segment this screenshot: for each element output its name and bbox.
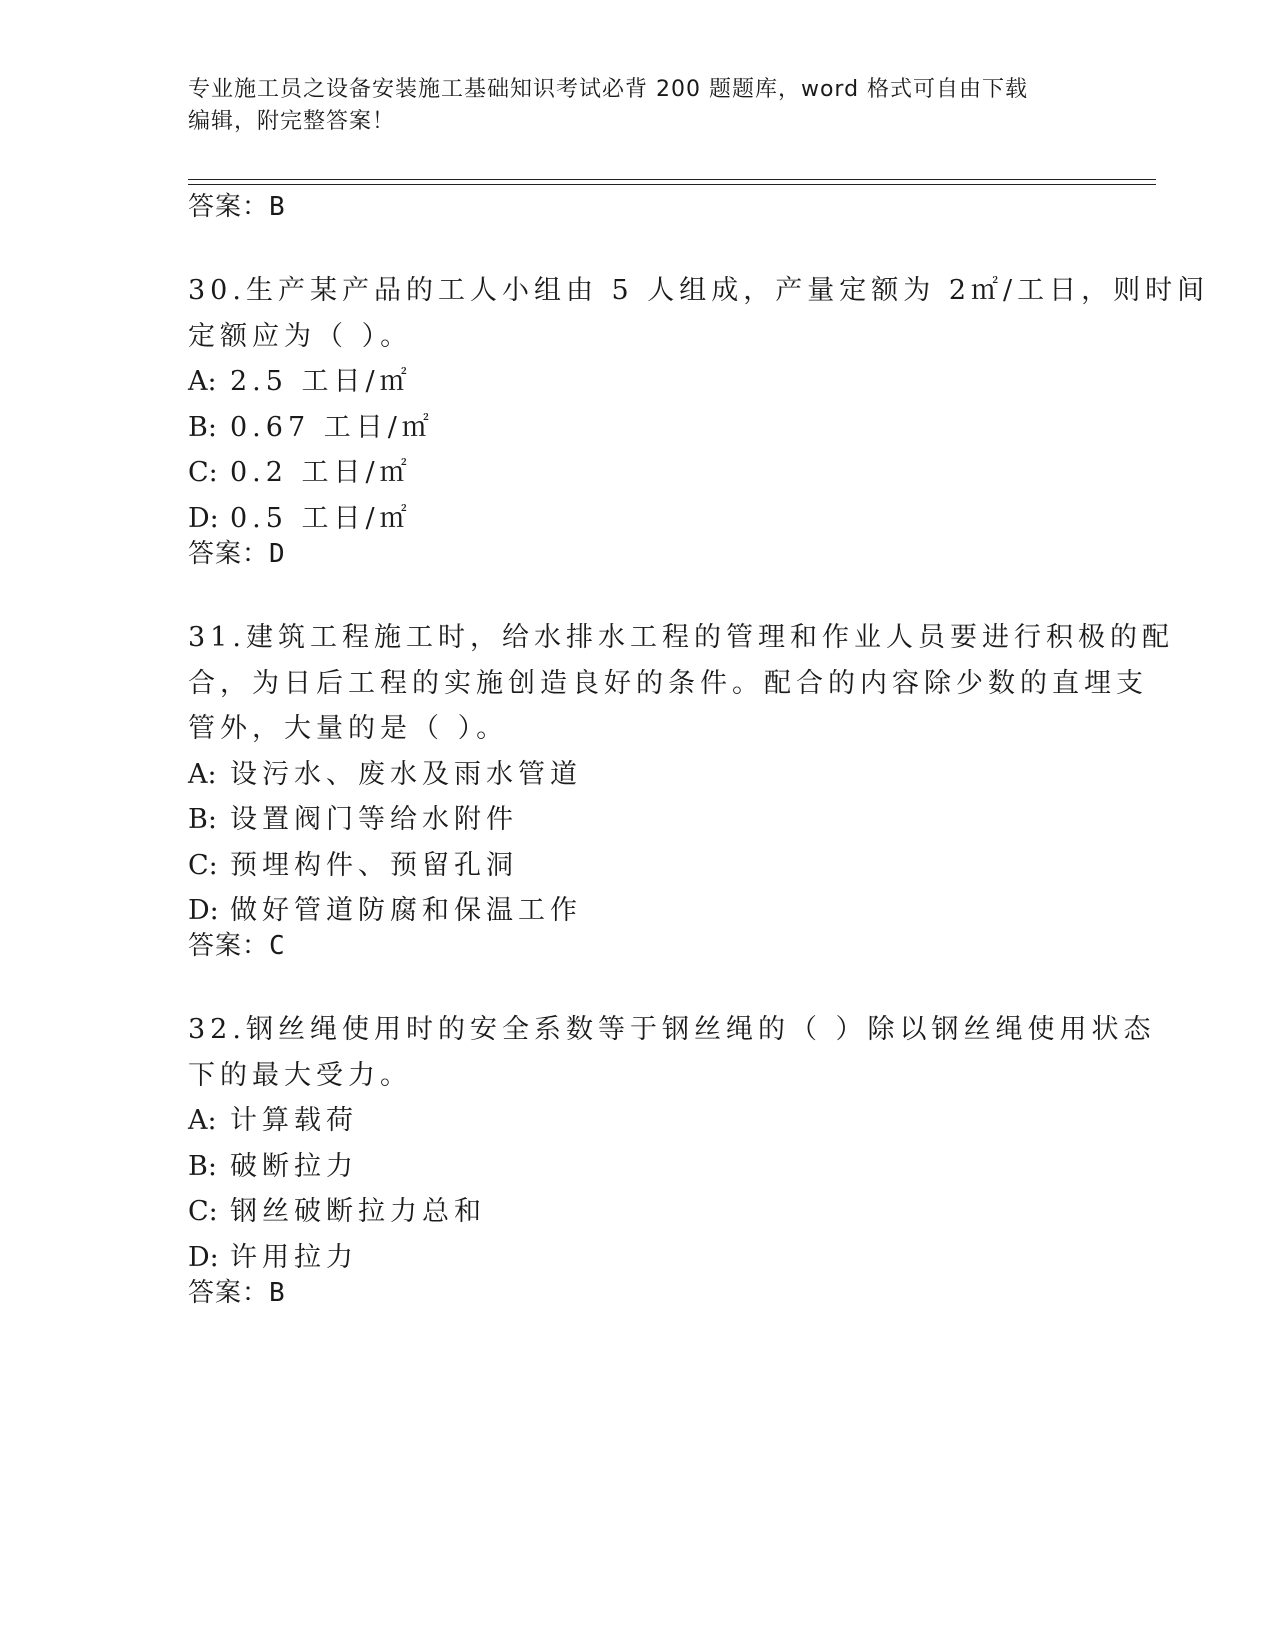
answer-label: 答案： — [188, 1278, 270, 1308]
option-c — [188, 1189, 1088, 1235]
question-31-answer — [188, 930, 286, 962]
answer-label: 答案： — [188, 931, 270, 961]
option-b — [188, 797, 1088, 843]
answer-value: D — [269, 539, 286, 569]
option-letter: D: — [188, 895, 219, 926]
option-letter: B: — [188, 1150, 217, 1182]
option-a — [188, 1098, 1088, 1144]
option-text: 预埋构件、预留孔洞 — [230, 849, 518, 881]
header-divider-bottom — [188, 184, 1156, 185]
option-letter: A: — [188, 366, 217, 397]
question-text-line: 32.钢丝绳使用时的安全系数等于钢丝绳的（ ）除以钢丝绳使用状态 — [188, 1014, 1156, 1045]
question-text-line: 合，为日后工程的实施创造良好的条件。配合的内容除少数的直埋支 — [188, 667, 1148, 699]
document-header — [188, 74, 1088, 138]
option-text: 2.5 工日/㎡ — [230, 366, 412, 397]
option-d — [188, 496, 1088, 542]
option-letter: B: — [188, 804, 217, 835]
option-a — [188, 359, 1088, 405]
option-b — [188, 405, 1088, 451]
question-32-answer — [188, 1277, 286, 1309]
previous-answer — [188, 191, 286, 223]
option-letter: C: — [188, 849, 218, 881]
question-text-line: 下的最大受力。 — [188, 1059, 412, 1091]
header-divider-top — [188, 179, 1156, 180]
option-d — [188, 1235, 1088, 1281]
answer-label: 答案： — [188, 192, 270, 222]
question-text-line: 30.生产某产品的工人小组由 5 人组成，产量定额为 2㎡/工日，则时间 — [188, 275, 1210, 306]
question-30-answer — [188, 538, 286, 570]
option-text: 许用拉力 — [230, 1241, 358, 1273]
answer-value: B — [269, 1278, 286, 1308]
option-letter: A: — [188, 758, 217, 790]
option-text: 设置阀门等给水附件 — [230, 804, 518, 835]
option-d — [188, 888, 1088, 934]
option-text: 钢丝破断拉力总和 — [230, 1196, 486, 1227]
option-text: 0.2 工日/㎡ — [230, 457, 412, 488]
question-text-line: 31.建筑工程施工时，给水排水工程的管理和作业人员要进行积极的配 — [188, 622, 1174, 653]
option-letter: B: — [188, 411, 217, 443]
question-32 — [188, 1007, 1156, 1280]
header-title-line-1: 专业施工员之设备安装施工基础知识考试必背 200 题题库，word 格式可自由下载 — [188, 77, 1029, 102]
question-text-line: 管外，大量的是（ ）。 — [188, 713, 509, 744]
option-text: 做好管道防腐和保温工作 — [230, 895, 582, 926]
option-text: 破断拉力 — [230, 1150, 358, 1182]
answer-value: B — [269, 192, 286, 222]
question-31 — [188, 615, 1174, 934]
option-letter: D: — [188, 502, 219, 534]
option-b — [188, 1144, 1088, 1190]
option-text: 设污水、废水及雨水管道 — [230, 758, 582, 790]
option-letter: C: — [188, 1196, 218, 1227]
option-text: 0.67 工日/㎡ — [230, 411, 434, 443]
option-a — [188, 752, 1088, 798]
header-title-line-2: 编辑，附完整答案！ — [188, 109, 396, 134]
question-30 — [188, 268, 1210, 541]
answer-label: 答案： — [188, 539, 270, 569]
option-text: 0.5 工日/㎡ — [230, 502, 412, 534]
option-c — [188, 843, 1088, 889]
option-letter: A: — [188, 1105, 217, 1136]
option-c — [188, 450, 1088, 496]
answer-value: C — [269, 931, 286, 961]
option-text: 计算载荷 — [230, 1105, 358, 1136]
option-letter: D: — [188, 1241, 219, 1273]
question-text-line: 定额应为（ ）。 — [188, 320, 413, 352]
option-letter: C: — [188, 457, 218, 488]
